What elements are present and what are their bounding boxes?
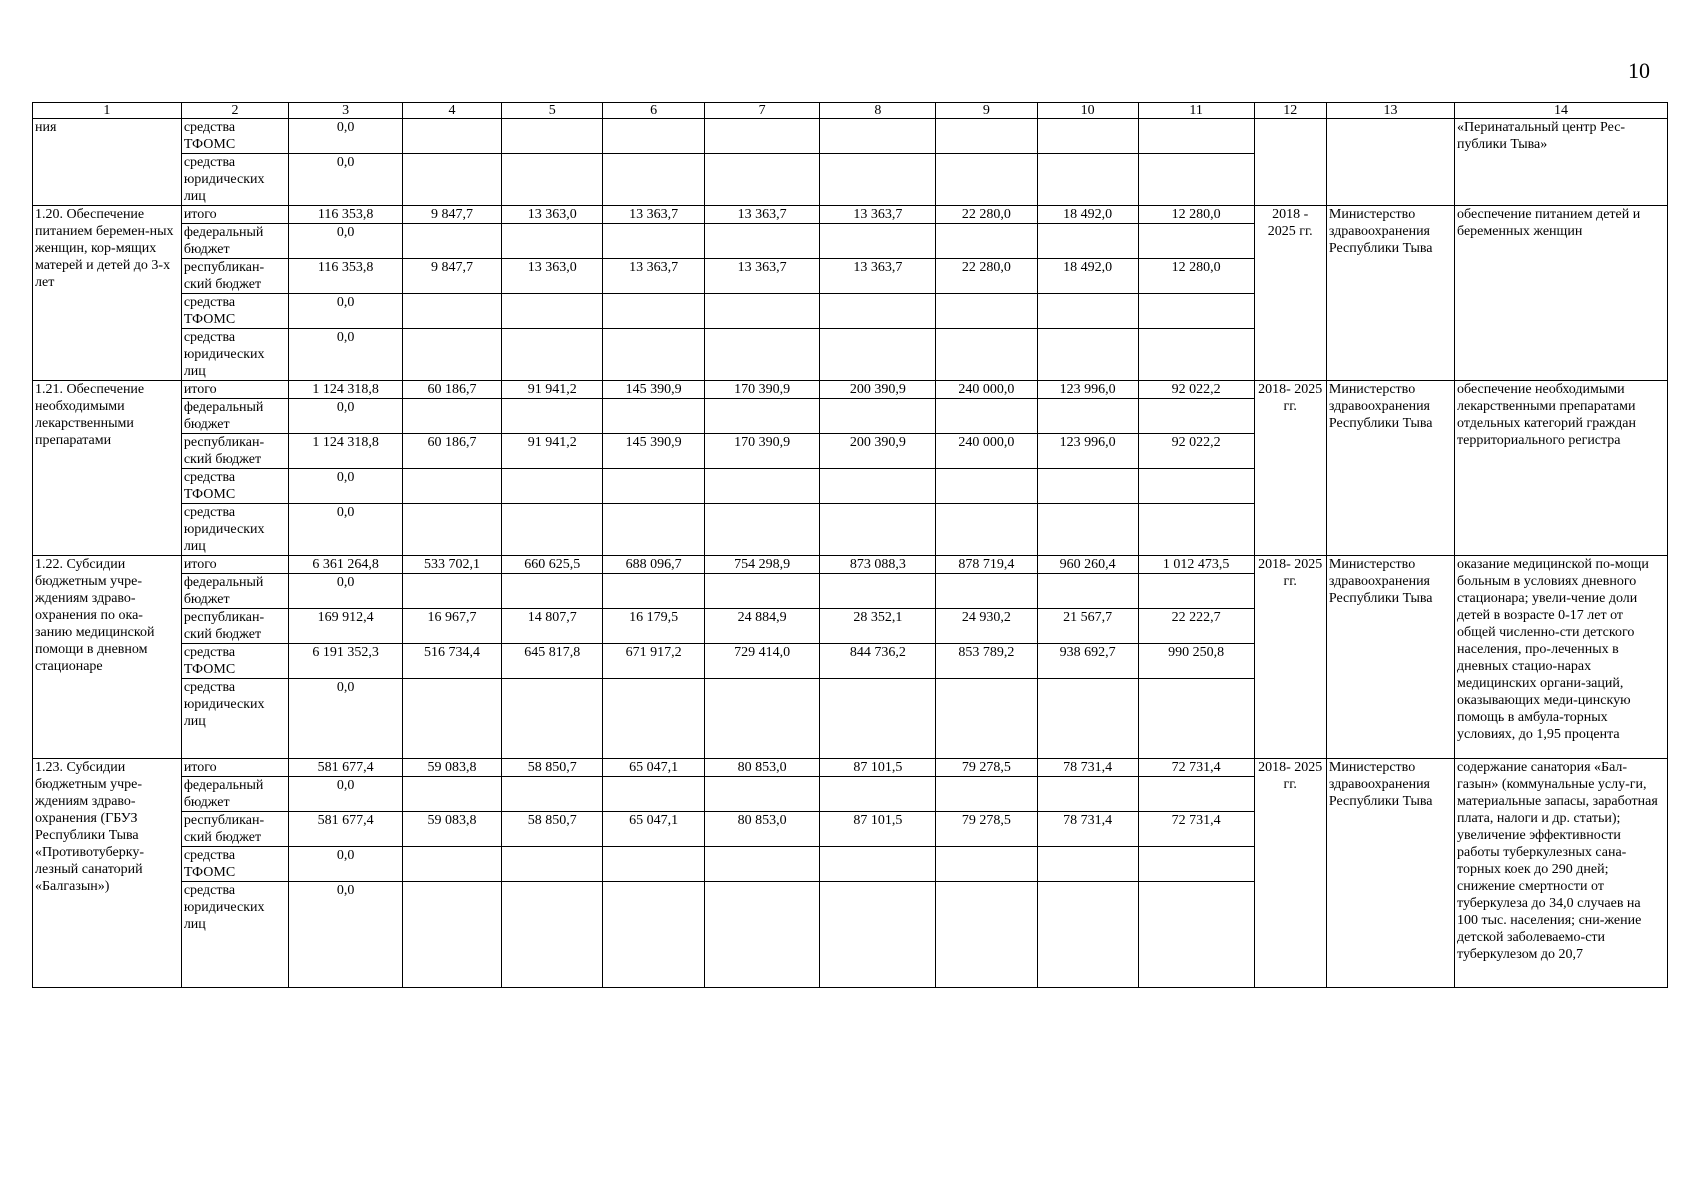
value-cell: 72 731,4 (1138, 759, 1254, 777)
funding-source: средства ТФОМС (181, 847, 288, 882)
value-cell: 65 047,1 (603, 759, 704, 777)
value-cell: 60 186,7 (402, 434, 501, 469)
funding-source: республикан-ский бюджет (181, 609, 288, 644)
column-header: 8 (820, 103, 936, 119)
value-cell: 960 260,4 (1037, 556, 1138, 574)
value-cell: 516 734,4 (402, 644, 501, 679)
value-cell (1037, 847, 1138, 882)
measure-name: 1.21. Обеспечение необходимыми лекарственными препаратами (33, 381, 182, 556)
funding-source: средства ТФОМС (181, 644, 288, 679)
value-cell (820, 294, 936, 329)
value-cell (1138, 399, 1254, 434)
value-cell: 9 847,7 (402, 259, 501, 294)
column-header: 14 (1455, 103, 1668, 119)
value-cell (704, 119, 820, 154)
value-cell: 13 363,7 (820, 206, 936, 224)
value-cell: 92 022,2 (1138, 381, 1254, 399)
funding-source: республикан-ский бюджет (181, 812, 288, 847)
value-cell: 240 000,0 (936, 381, 1037, 399)
value-cell (1037, 119, 1138, 154)
value-cell (936, 574, 1037, 609)
value-total: 0,0 (289, 679, 403, 759)
value-total: 0,0 (289, 882, 403, 988)
value-cell (1037, 294, 1138, 329)
value-cell: 145 390,9 (603, 381, 704, 399)
value-total: 0,0 (289, 574, 403, 609)
period (1254, 119, 1326, 206)
measure-name: ния (33, 119, 182, 206)
measure-name: 1.22. Субсидии бюджетным учре-ждениям здраво-охранения по ока-занию медицинской помощи в дневном стационаре (33, 556, 182, 759)
value-cell: 12 280,0 (1138, 206, 1254, 224)
funding-source: федеральный бюджет (181, 399, 288, 434)
funding-source: средства юридических лиц (181, 679, 288, 759)
value-cell (603, 329, 704, 381)
value-cell: 13 363,7 (704, 206, 820, 224)
value-total: 0,0 (289, 329, 403, 381)
period: 2018- 2025 гг. (1254, 381, 1326, 556)
value-cell (704, 882, 820, 988)
page-number: 10 (1628, 58, 1650, 83)
value-cell (704, 154, 820, 206)
value-cell: 938 692,7 (1037, 644, 1138, 679)
value-cell: 16 967,7 (402, 609, 501, 644)
measure-name: 1.20. Обеспечение питанием беремен-ных женщин, кор-мящих матерей и детей до 3-х лет (33, 206, 182, 381)
value-cell (1037, 679, 1138, 759)
funding-source: средства юридических лиц (181, 504, 288, 556)
value-cell (820, 119, 936, 154)
value-cell (820, 224, 936, 259)
column-header: 11 (1138, 103, 1254, 119)
column-header: 6 (603, 103, 704, 119)
funding-source: федеральный бюджет (181, 224, 288, 259)
value-cell: 729 414,0 (704, 644, 820, 679)
value-cell: 59 083,8 (402, 759, 501, 777)
value-cell (820, 679, 936, 759)
value-cell: 688 096,7 (603, 556, 704, 574)
value-cell (704, 777, 820, 812)
value-cell: 79 278,5 (936, 812, 1037, 847)
value-cell: 878 719,4 (936, 556, 1037, 574)
column-header: 12 (1254, 103, 1326, 119)
value-cell (1138, 882, 1254, 988)
value-cell (502, 882, 603, 988)
value-total: 1 124 318,8 (289, 381, 403, 399)
value-cell (502, 469, 603, 504)
funding-source: республикан-ский бюджет (181, 259, 288, 294)
value-cell (402, 224, 501, 259)
value-cell (502, 777, 603, 812)
column-header: 4 (402, 103, 501, 119)
value-cell: 660 625,5 (502, 556, 603, 574)
value-cell: 22 280,0 (936, 259, 1037, 294)
value-cell (704, 469, 820, 504)
measure-group (33, 381, 1668, 556)
value-cell: 80 853,0 (704, 812, 820, 847)
value-cell (704, 847, 820, 882)
column-header: 9 (936, 103, 1037, 119)
measure-group (33, 119, 1668, 206)
value-cell (820, 399, 936, 434)
value-total: 0,0 (289, 469, 403, 504)
value-cell (502, 504, 603, 556)
value-cell (704, 294, 820, 329)
value-cell (1138, 154, 1254, 206)
value-cell (936, 399, 1037, 434)
value-total: 169 912,4 (289, 609, 403, 644)
value-cell (936, 224, 1037, 259)
value-cell: 170 390,9 (704, 434, 820, 469)
funding-source: федеральный бюджет (181, 777, 288, 812)
value-cell (1138, 469, 1254, 504)
value-cell (1037, 224, 1138, 259)
value-cell: 79 278,5 (936, 759, 1037, 777)
value-cell (820, 504, 936, 556)
measure-name: 1.23. Субсидии бюджетным учре-ждениям здраво-охранения (ГБУЗ Республики Тыва «Противотуберку-лезный санаторий «Балгазын») (33, 759, 182, 988)
column-header: 3 (289, 103, 403, 119)
value-cell: 13 363,0 (502, 259, 603, 294)
value-cell (704, 679, 820, 759)
value-cell (502, 329, 603, 381)
value-cell: 18 492,0 (1037, 206, 1138, 224)
value-cell (1138, 679, 1254, 759)
value-cell: 78 731,4 (1037, 812, 1138, 847)
value-total: 116 353,8 (289, 206, 403, 224)
value-cell (1037, 399, 1138, 434)
value-cell (820, 574, 936, 609)
value-cell (1138, 224, 1254, 259)
value-cell (1037, 504, 1138, 556)
executor: Министерство здравоохранения Республики Тыва (1326, 381, 1454, 556)
value-cell (704, 224, 820, 259)
funding-source: средства ТФОМС (181, 469, 288, 504)
value-total: 0,0 (289, 294, 403, 329)
value-cell: 14 807,7 (502, 609, 603, 644)
value-cell (402, 469, 501, 504)
value-cell: 22 280,0 (936, 206, 1037, 224)
column-header: 13 (1326, 103, 1454, 119)
value-cell (502, 847, 603, 882)
value-cell: 200 390,9 (820, 434, 936, 469)
value-cell: 9 847,7 (402, 206, 501, 224)
value-cell: 22 222,7 (1138, 609, 1254, 644)
value-total: 581 677,4 (289, 759, 403, 777)
value-cell: 28 352,1 (820, 609, 936, 644)
value-cell: 533 702,1 (402, 556, 501, 574)
value-total: 0,0 (289, 154, 403, 206)
value-cell (704, 504, 820, 556)
column-header: 7 (704, 103, 820, 119)
value-total: 6 361 264,8 (289, 556, 403, 574)
value-total: 6 191 352,3 (289, 644, 403, 679)
value-cell: 123 996,0 (1037, 434, 1138, 469)
executor: Министерство здравоохранения Республики Тыва (1326, 206, 1454, 381)
value-cell (502, 399, 603, 434)
value-cell: 72 731,4 (1138, 812, 1254, 847)
period: 2018- 2025 гг. (1254, 759, 1326, 988)
value-cell (603, 294, 704, 329)
value-cell (603, 847, 704, 882)
column-number-row (33, 103, 1668, 119)
funding-source: итого (181, 381, 288, 399)
value-cell: 844 736,2 (820, 644, 936, 679)
value-cell (704, 399, 820, 434)
value-cell (936, 679, 1037, 759)
measure-group (33, 556, 1668, 759)
value-cell (1138, 294, 1254, 329)
value-total: 0,0 (289, 119, 403, 154)
value-cell (502, 224, 603, 259)
value-cell (820, 847, 936, 882)
table-row (33, 206, 1668, 224)
value-total: 581 677,4 (289, 812, 403, 847)
expected-result: «Перинатальный центр Рес-публики Тыва» (1455, 119, 1668, 206)
value-cell: 80 853,0 (704, 759, 820, 777)
expected-result: содержание санатория «Бал-газын» (коммунальные услу-ги, материальные запасы, заработная плата, налоги и др. статьи); увеличение эффективности работы туберкулезных сана-торных коек до 290 дней; снижение смертности от туберкулеза до 34,0 случаев на 100 тыс. населения; сни-жение детской заболеваемо-сти туберкулезом до 20,7 (1455, 759, 1668, 988)
expected-result: обеспечение необходимыми лекарственными препаратами отдельных категорий граждан территориального регистра (1455, 381, 1668, 556)
value-cell: 1 012 473,5 (1138, 556, 1254, 574)
funding-source: итого (181, 556, 288, 574)
value-cell (402, 294, 501, 329)
funding-source: средства ТФОМС (181, 119, 288, 154)
value-cell (603, 574, 704, 609)
value-cell: 58 850,7 (502, 759, 603, 777)
value-cell (402, 119, 501, 154)
value-cell (820, 329, 936, 381)
funding-source: средства юридических лиц (181, 882, 288, 988)
value-cell: 18 492,0 (1037, 259, 1138, 294)
value-total: 0,0 (289, 777, 403, 812)
expected-result: обеспечение питанием детей и беременных женщин (1455, 206, 1668, 381)
column-header: 2 (181, 103, 288, 119)
value-cell (603, 399, 704, 434)
value-cell (1037, 154, 1138, 206)
value-cell (502, 119, 603, 154)
value-cell (603, 679, 704, 759)
funding-source: средства юридических лиц (181, 154, 288, 206)
value-cell (1037, 574, 1138, 609)
funding-source: итого (181, 759, 288, 777)
executor: Министерство здравоохранения Республики Тыва (1326, 556, 1454, 759)
funding-source: федеральный бюджет (181, 574, 288, 609)
value-cell (704, 329, 820, 381)
value-cell: 123 996,0 (1037, 381, 1138, 399)
value-cell: 645 817,8 (502, 644, 603, 679)
expected-result: оказание медицинской по-мощи больным в условиях дневного стационара; увели-чение доли детей в возрасте 0-17 лет от общей численно-сти детского населения, про-леченных в дневных стацио-нарах медицинских органи-заций, оказывающих меди-цинскую помощь в амбула-торных условиях, до 1,95 процента (1455, 556, 1668, 759)
funding-source: средства юридических лиц (181, 329, 288, 381)
value-cell (603, 119, 704, 154)
value-cell: 91 941,2 (502, 434, 603, 469)
column-header: 1 (33, 103, 182, 119)
period: 2018- 2025 гг. (1254, 556, 1326, 759)
value-cell: 59 083,8 (402, 812, 501, 847)
value-cell (936, 882, 1037, 988)
value-cell (1138, 119, 1254, 154)
value-cell (1037, 469, 1138, 504)
value-cell: 87 101,5 (820, 812, 936, 847)
value-cell (402, 574, 501, 609)
value-cell: 78 731,4 (1037, 759, 1138, 777)
value-cell (603, 224, 704, 259)
value-cell: 87 101,5 (820, 759, 936, 777)
value-cell (936, 154, 1037, 206)
column-header: 5 (502, 103, 603, 119)
value-cell (1138, 329, 1254, 381)
measure-group (33, 759, 1668, 988)
funding-source: республикан-ский бюджет (181, 434, 288, 469)
value-cell: 200 390,9 (820, 381, 936, 399)
value-cell (502, 679, 603, 759)
value-cell: 60 186,7 (402, 381, 501, 399)
value-total: 1 124 318,8 (289, 434, 403, 469)
table-row (33, 119, 1668, 154)
value-cell (936, 847, 1037, 882)
value-cell (820, 777, 936, 812)
value-cell: 671 917,2 (603, 644, 704, 679)
value-cell: 13 363,7 (820, 259, 936, 294)
value-cell (820, 154, 936, 206)
value-cell (402, 882, 501, 988)
value-cell (402, 777, 501, 812)
table-row (33, 381, 1668, 399)
value-cell (402, 329, 501, 381)
value-cell (502, 294, 603, 329)
value-cell (936, 504, 1037, 556)
value-cell: 16 179,5 (603, 609, 704, 644)
value-cell: 13 363,0 (502, 206, 603, 224)
value-cell (936, 329, 1037, 381)
value-cell (704, 574, 820, 609)
value-cell: 170 390,9 (704, 381, 820, 399)
value-cell: 13 363,7 (603, 206, 704, 224)
value-cell (936, 294, 1037, 329)
value-cell (603, 469, 704, 504)
value-cell (1138, 777, 1254, 812)
value-cell: 990 250,8 (1138, 644, 1254, 679)
period: 2018 - 2025 гг. (1254, 206, 1326, 381)
executor: Министерство здравоохранения Республики Тыва (1326, 759, 1454, 988)
value-total: 0,0 (289, 847, 403, 882)
table-row (33, 556, 1668, 574)
value-cell: 58 850,7 (502, 812, 603, 847)
value-cell: 24 884,9 (704, 609, 820, 644)
value-cell: 65 047,1 (603, 812, 704, 847)
value-cell (402, 504, 501, 556)
value-cell (502, 154, 603, 206)
value-total: 0,0 (289, 504, 403, 556)
column-header: 10 (1037, 103, 1138, 119)
value-cell (603, 882, 704, 988)
value-total: 116 353,8 (289, 259, 403, 294)
value-cell (1138, 504, 1254, 556)
value-cell: 21 567,7 (1037, 609, 1138, 644)
executor (1326, 119, 1454, 206)
value-cell (936, 469, 1037, 504)
value-cell: 240 000,0 (936, 434, 1037, 469)
value-cell (1037, 882, 1138, 988)
value-cell (820, 469, 936, 504)
funding-source: средства ТФОМС (181, 294, 288, 329)
value-cell (402, 679, 501, 759)
value-total: 0,0 (289, 399, 403, 434)
value-cell: 92 022,2 (1138, 434, 1254, 469)
value-cell (1037, 777, 1138, 812)
value-cell (820, 882, 936, 988)
value-cell (936, 777, 1037, 812)
value-cell: 12 280,0 (1138, 259, 1254, 294)
value-cell: 24 930,2 (936, 609, 1037, 644)
value-cell (603, 504, 704, 556)
value-cell: 754 298,9 (704, 556, 820, 574)
value-cell: 13 363,7 (704, 259, 820, 294)
table-row (33, 759, 1668, 777)
value-total: 0,0 (289, 224, 403, 259)
measure-group (33, 206, 1668, 381)
value-cell: 873 088,3 (820, 556, 936, 574)
value-cell: 91 941,2 (502, 381, 603, 399)
value-cell (603, 777, 704, 812)
value-cell (936, 119, 1037, 154)
value-cell (1037, 329, 1138, 381)
value-cell (402, 154, 501, 206)
value-cell (402, 399, 501, 434)
value-cell (603, 154, 704, 206)
value-cell (502, 574, 603, 609)
value-cell: 145 390,9 (603, 434, 704, 469)
program-measures-table (32, 102, 1668, 988)
funding-source: итого (181, 206, 288, 224)
value-cell (1138, 574, 1254, 609)
value-cell (402, 847, 501, 882)
value-cell: 853 789,2 (936, 644, 1037, 679)
value-cell (1138, 847, 1254, 882)
value-cell: 13 363,7 (603, 259, 704, 294)
